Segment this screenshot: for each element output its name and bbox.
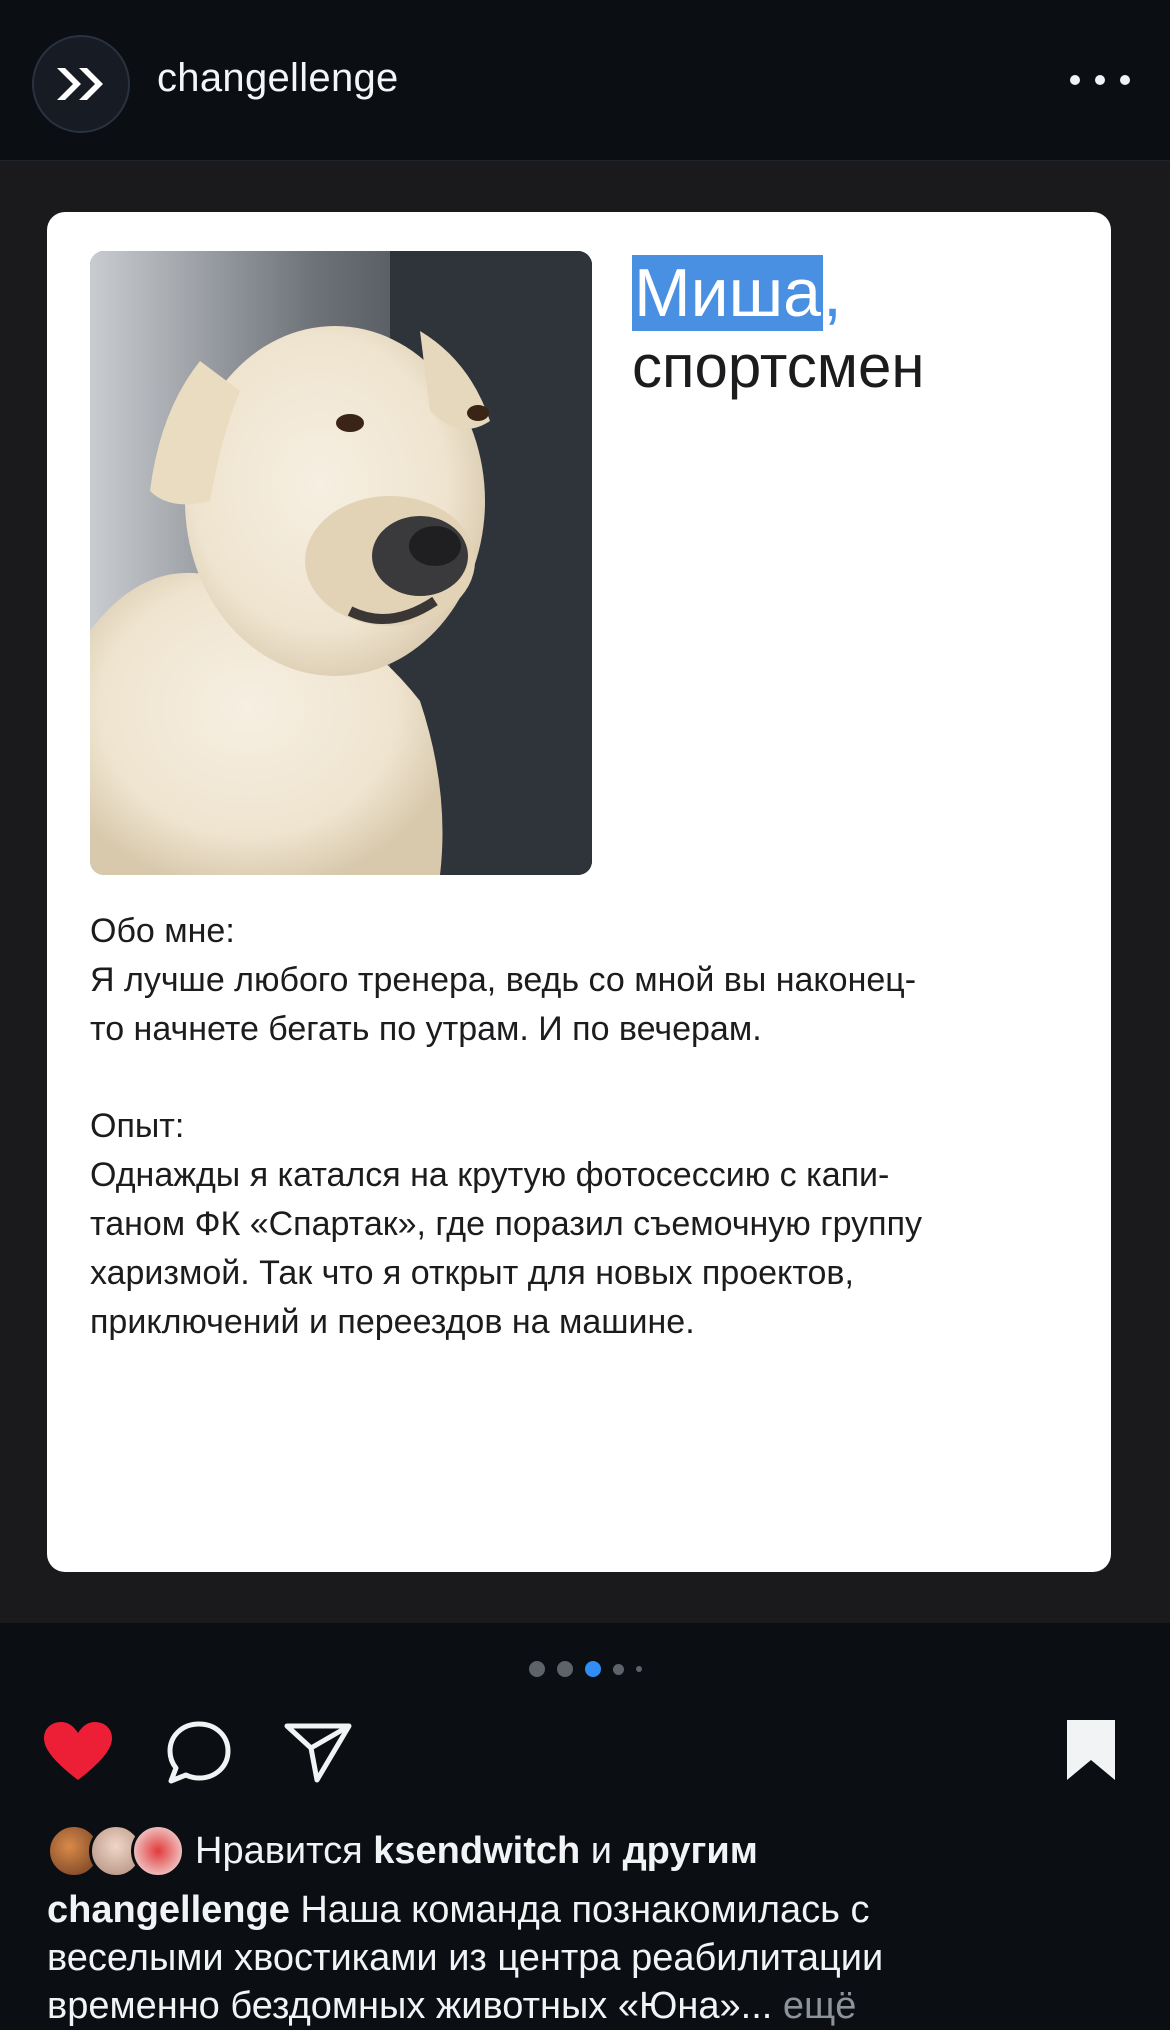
likes-conj: и — [590, 1829, 612, 1872]
experience-text — [90, 1151, 1070, 1347]
caption-line: веселыми хвостиками из центра реабилитации — [47, 1937, 884, 1979]
about-line: Я лучше любого тренера, ведь со мной вы наконец- — [90, 961, 917, 999]
caption-author[interactable]: changellenge — [47, 1889, 290, 1931]
about-label: Обо мне: — [90, 912, 235, 950]
pager-dot — [636, 1666, 642, 1672]
experience-line: таном ФК «Спартак», где поразил съемочную группу — [90, 1205, 923, 1243]
double-chevron-right-icon — [51, 64, 111, 104]
post-header — [0, 0, 1170, 161]
paper-plane-icon[interactable] — [283, 1720, 353, 1784]
dog-name-heading — [632, 254, 842, 332]
liker-avatars — [47, 1822, 187, 1880]
name-comma: , — [823, 255, 842, 331]
bookmark-filled-icon[interactable] — [1063, 1718, 1119, 1784]
experience-label: Опыт: — [90, 1107, 185, 1145]
more-horizontal-icon[interactable] — [1070, 62, 1130, 98]
pager-dot — [557, 1661, 573, 1677]
pager-dot — [613, 1664, 624, 1675]
likes-text — [195, 1830, 758, 1873]
comment-icon[interactable] — [165, 1720, 233, 1786]
about-text — [90, 956, 1070, 1054]
heart-filled-icon[interactable] — [42, 1720, 114, 1784]
likes-summary[interactable] — [47, 1822, 758, 1880]
post-caption — [47, 1886, 1127, 2030]
dog-illustration — [90, 251, 592, 875]
experience-line: харизмой. Так что я открыт для новых проектов, — [90, 1254, 854, 1292]
liker-username[interactable]: ksendwitch — [373, 1829, 581, 1872]
pager-dot — [529, 1661, 545, 1677]
likes-prefix: Нравится — [195, 1829, 363, 1872]
profile-avatar[interactable] — [32, 35, 130, 133]
avatar — [131, 1824, 185, 1878]
caption-line: временно бездомных животных «Юна»... — [47, 1985, 773, 2027]
post-media[interactable] — [0, 161, 1170, 1623]
profile-card — [47, 212, 1111, 1572]
dog-photo — [90, 251, 592, 875]
caption-line: Наша команда познакомилась с — [300, 1889, 870, 1931]
dog-name: Миша — [634, 255, 821, 331]
profile-username[interactable]: changellenge — [157, 56, 399, 100]
about-line: то начнете бегать по утрам. И по вечерам. — [90, 1010, 762, 1048]
dog-role: спортсмен — [632, 333, 925, 400]
experience-line: Однажды я катался на крутую фотосессию с капи- — [90, 1156, 890, 1194]
caption-more-link[interactable]: ещё — [782, 1985, 857, 2027]
carousel-pager — [0, 1659, 1170, 1679]
likes-others[interactable]: другим — [622, 1829, 758, 1872]
experience-line: приключений и переездов на машине. — [90, 1303, 695, 1341]
pager-dot-active — [585, 1661, 601, 1677]
